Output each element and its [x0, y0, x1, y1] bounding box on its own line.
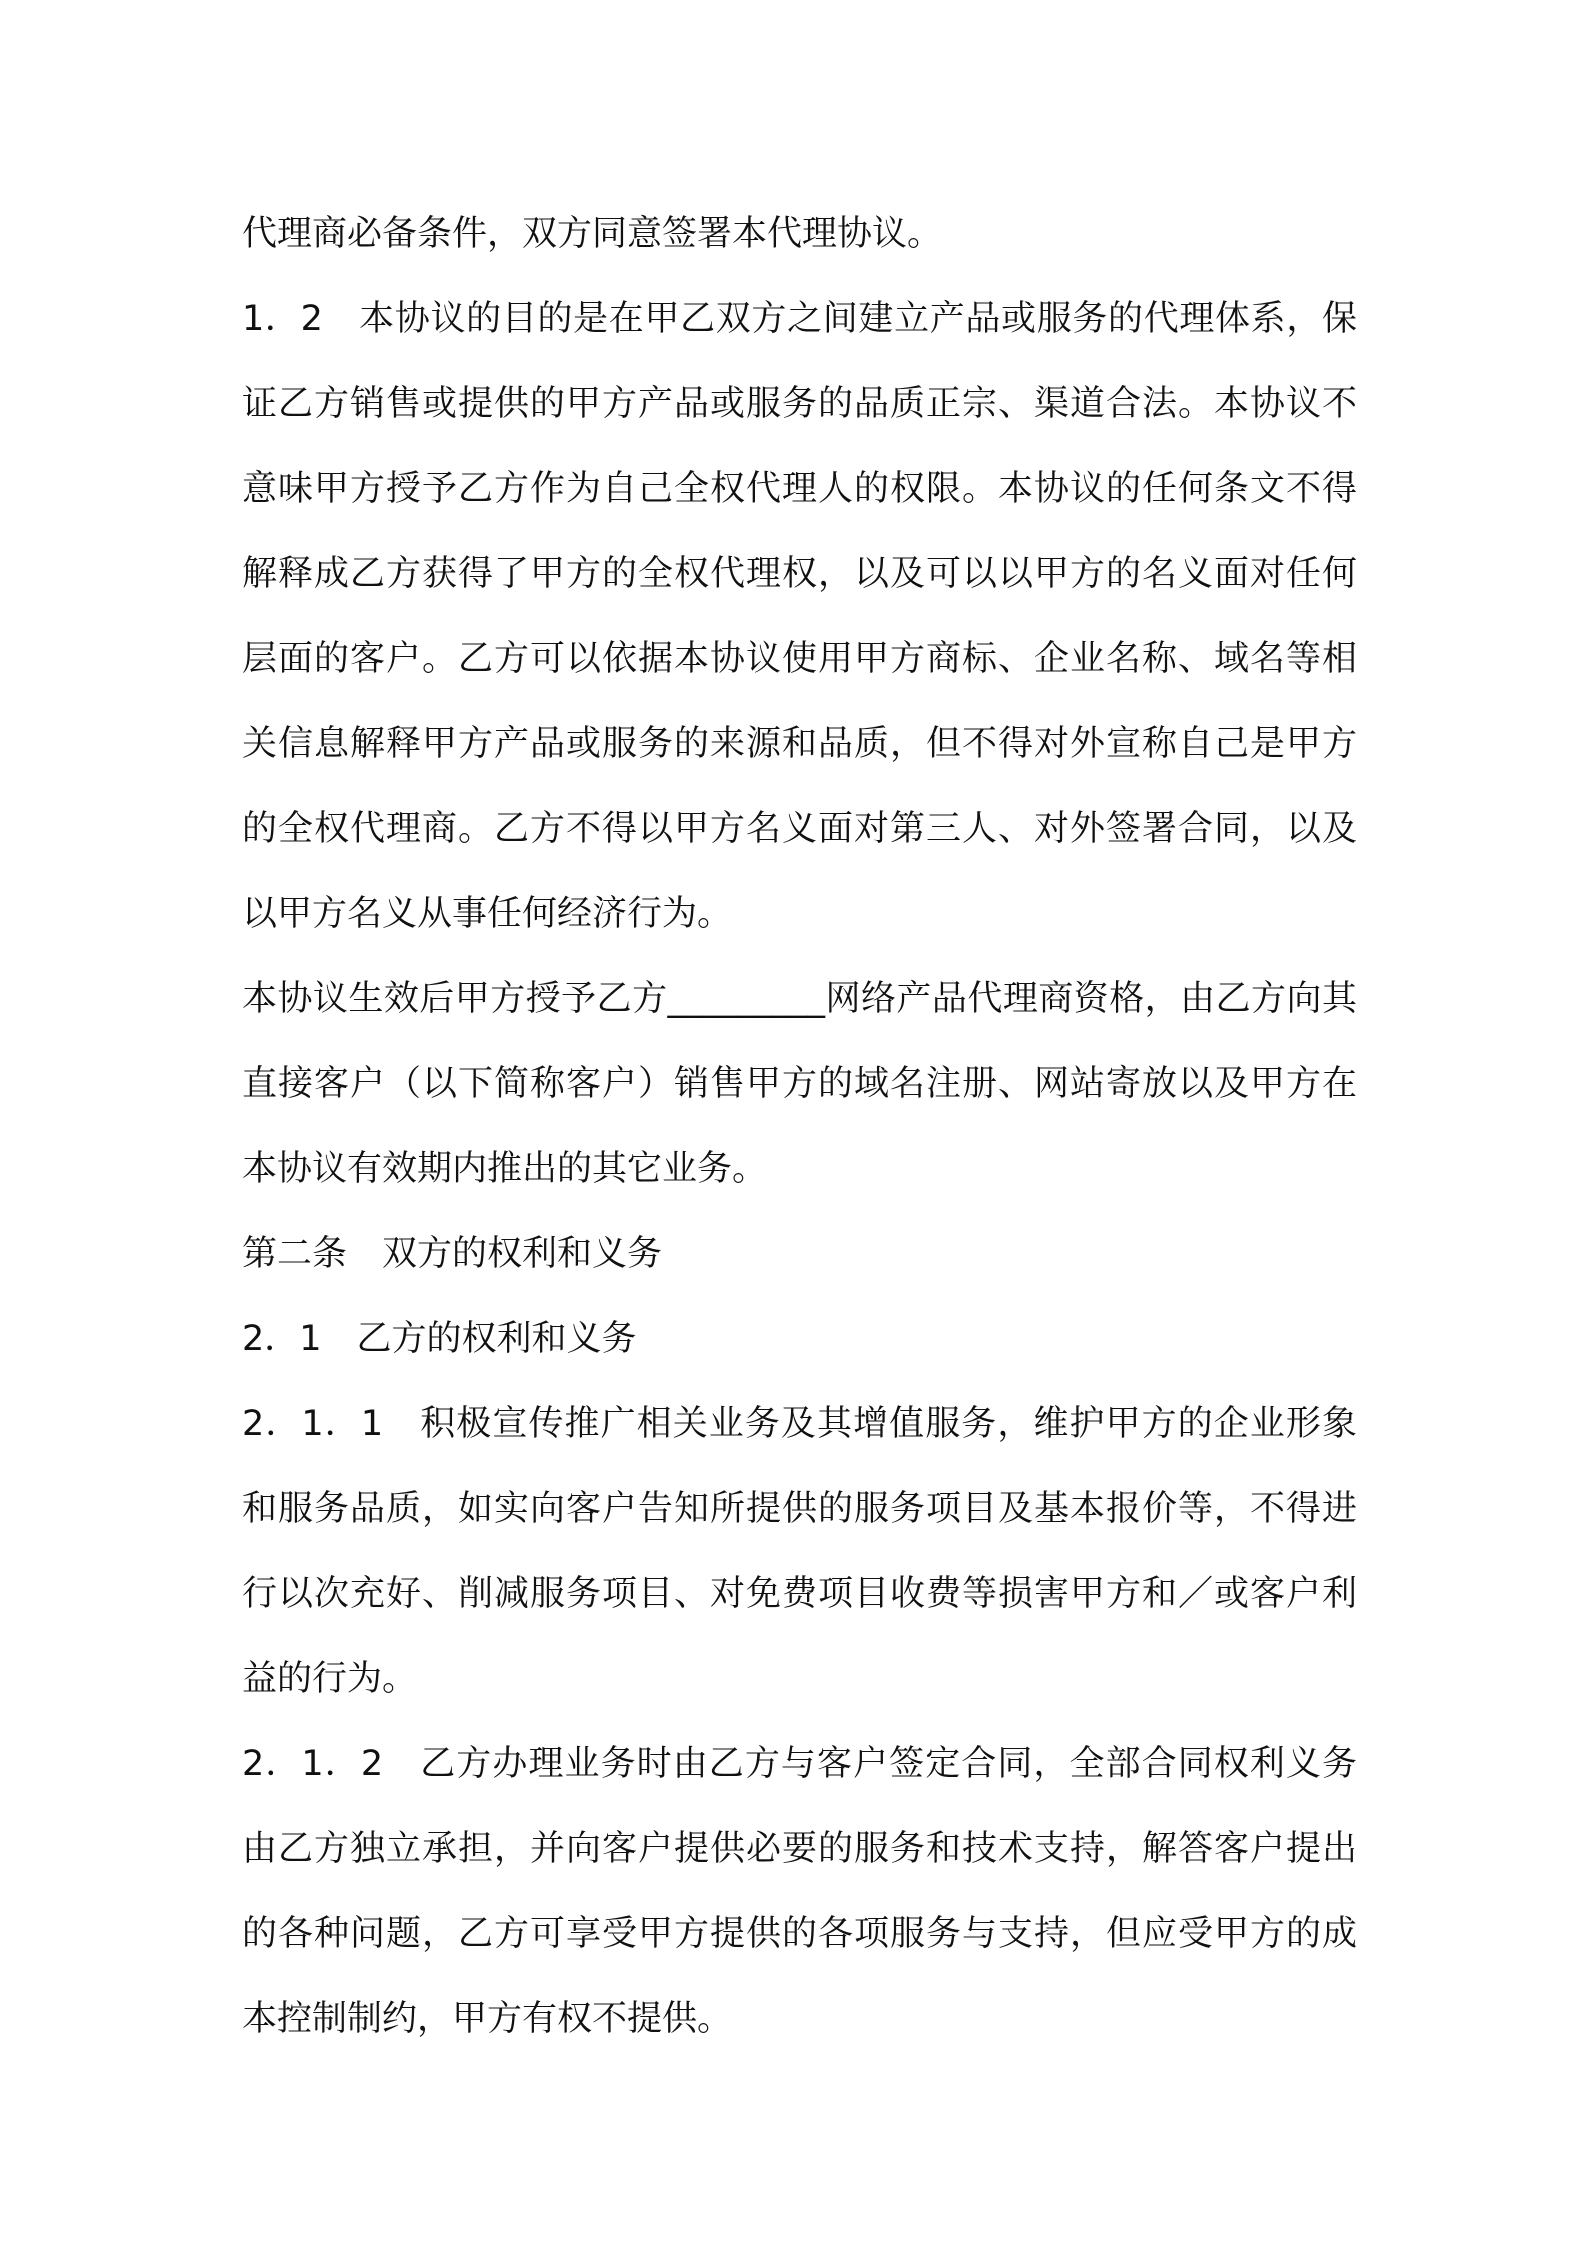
paragraph-agent-qualification: 本协议生效后甲方授予乙方_________网络产品代理商资格，由乙方向其直接客户（以下简称客户）销售甲方的域名注册、网站寄放以及甲方在本协议有效期内推出的其它业务。	[242, 979, 1357, 1189]
paragraph-clause-2-1-1: 2．1．1 积极宣传推广相关业务及其增值服务，维护甲方的企业形象和服务品质，如实向客户告知所提供的服务项目及基本报价等，不得进行以次充好、削减服务项目、对免费项目收费等损害甲方和／或客户利益的行为。	[242, 1404, 1357, 1699]
paragraph-intro-end: 代理商必备条件，双方同意签署本代理协议。	[242, 214, 943, 254]
paragraph-clause-1-2: 1．2 本协议的目的是在甲乙双方之间建立产品或服务的代理体系，保证乙方销售或提供的甲方产品或服务的品质正宗、渠道合法。本协议不意味甲方授予乙方作为自己全权代理人的权限。本协议的任何条文不得解释成乙方获得了甲方的全权代理权，以及可以以甲方的名义面对任何层面的客户。乙方可以依据本协议使用甲方商标、企业名称、域名等相关信息解释甲方产品或服务的来源和品质，但不得对外宣称自己是甲方的全权代理商。乙方不得以甲方名义面对第三人、对外签署合同，以及以甲方名义从事任何经济行为。	[242, 299, 1357, 934]
document-body	[242, 192, 1357, 2062]
heading-clause-2-1: 2．1 乙方的权利和义务	[242, 1319, 637, 1359]
heading-article-2: 第二条 双方的权利和义务	[242, 1234, 663, 1274]
paragraph-clause-2-1-2: 2．1．2 乙方办理业务时由乙方与客户签定合同，全部合同权利义务由乙方独立承担，并向客户提供必要的服务和技术支持，解答客户提出的各种问题，乙方可享受甲方提供的各项服务与支持，但应受甲方的成本控制制约，甲方有权不提供。	[242, 1744, 1357, 2039]
